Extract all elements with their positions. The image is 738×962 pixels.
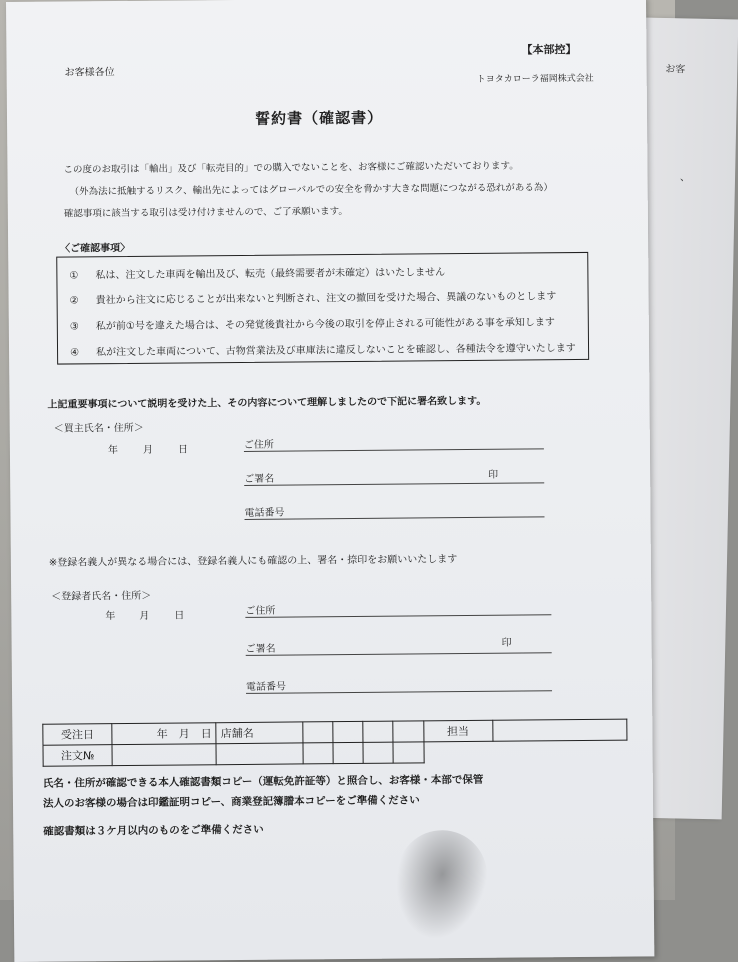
confirm-item — [69, 260, 445, 282]
buyer-year: 年 — [107, 445, 118, 457]
confirm-item-text: 貴社から注文に応じることが出来ないと判断され、注文の撤回を受けた場合、異議のないものとします — [95, 291, 557, 307]
registrant-label: ＜登録者氏名・住所＞ — [51, 590, 152, 603]
page-title: 誓約書（確認書） — [254, 108, 384, 128]
order-no-field[interactable] — [112, 744, 216, 766]
confirm-item-number: ④ — [70, 347, 80, 359]
pledge-document — [6, 0, 654, 962]
store-cell[interactable] — [333, 721, 363, 742]
order-no-cell[interactable] — [303, 743, 333, 764]
empty-cell — [493, 740, 627, 762]
declaration: 上記重要事項について説明を受けた上、その内容について理解しましたので下記に署名致します。 — [47, 395, 487, 411]
store-cell[interactable] — [393, 721, 423, 742]
confirm-item-text: 私が前①号を違えた場合は、その発覚後貴社から今後の取引を停止される可能性がある事を承知します — [95, 317, 555, 333]
registrant-address-label: ご住所 — [245, 605, 276, 617]
registrant-signature-line[interactable] — [246, 652, 552, 656]
buyer-signature-label: ご署名 — [244, 473, 275, 485]
order-date-label: 受注日 — [43, 724, 112, 746]
store-cell[interactable] — [363, 721, 393, 742]
confirm-item-number: ③ — [69, 321, 79, 333]
registrant-phone-label: 電話番号 — [245, 681, 287, 693]
order-no-cell[interactable] — [333, 742, 363, 763]
confirm-item — [70, 284, 557, 307]
second-sheet-mark: 、 — [679, 172, 691, 184]
buyer-month: 月 — [142, 444, 153, 456]
registrant-phone-line[interactable] — [246, 690, 552, 694]
order-date-field[interactable]: 年 月 日 — [112, 723, 216, 745]
confirm-item-text: 私は、注文した車両を輸出及び、転売（最終需要者が未確定）はいたしません — [95, 267, 446, 282]
office-use-table — [42, 719, 627, 767]
order-no-cell[interactable] — [393, 742, 423, 763]
table-row — [43, 740, 627, 766]
registrant-year: 年 — [105, 611, 116, 623]
order-no-cell[interactable] — [216, 743, 303, 765]
staff-field[interactable] — [492, 719, 626, 741]
company-name: トヨタカローラ福岡株式会社 — [476, 73, 594, 85]
footer-note-3: 確認書類は３ケ月以内のものをご準備ください — [43, 823, 264, 838]
second-sheet-text: お客 — [665, 64, 686, 76]
store-name-label: 店舗名 — [216, 722, 303, 744]
buyer-seal-mark: 印 — [488, 469, 499, 481]
footer-note-2: 法人のお客様の場合は印鑑証明コピー、商業登記簿謄本コピーをご準備ください — [42, 794, 420, 810]
intro-line-1: この度のお取引は「輸出」及び「転売目的」での購入でないことを、お客様にご確認いただいております。 — [63, 160, 519, 176]
confirm-item — [70, 336, 576, 359]
buyer-phone-label: 電話番号 — [244, 507, 285, 519]
empty-cell — [424, 741, 493, 763]
registrant-month: 月 — [139, 610, 150, 622]
confirm-item-number: ① — [69, 270, 79, 282]
order-no-label: 注文№ — [43, 745, 112, 767]
registrant-note: ※登録名義人が異なる場合には、登録名義人にも確認の上、署名・捺印をお願いいたします — [48, 554, 458, 569]
stamp-label: 【本部控】 — [521, 43, 577, 57]
confirm-items-box — [56, 252, 589, 365]
recipient: お客様各位 — [64, 67, 115, 79]
registrant-signature-label: ご署名 — [245, 643, 276, 655]
registrant-address-line[interactable] — [245, 614, 551, 618]
intro-line-2: （外為法に抵触するリスク、輸出先によってはグローバルでの安全を脅かす大きな問題につながる恐れがある為） — [69, 182, 553, 198]
registrant-day: 日 — [174, 610, 185, 622]
confirm-heading: 〈ご確認事項〉 — [60, 242, 131, 255]
buyer-address-line[interactable] — [244, 448, 544, 452]
buyer-signature-line[interactable] — [244, 482, 544, 486]
buyer-label: ＜買主氏名・住所＞ — [53, 422, 144, 435]
intro-line-3: 確認事項に該当する取引は受け付けませんので、ご了承願います。 — [63, 206, 348, 220]
confirm-item-text: 私が注文した車両について、古物営業法及び車庫法に違反しないことを確認し、各種法令を遵守いたします — [96, 343, 576, 359]
buyer-day: 日 — [177, 444, 188, 456]
store-cell[interactable] — [303, 722, 333, 743]
buyer-address-label: ご住所 — [243, 439, 274, 451]
buyer-phone-line[interactable] — [245, 516, 545, 520]
footer-note-1: 氏名・住所が確認できる本人確認書類コピー（運転免許証等）と照合し、お客様・本部で保管 — [42, 773, 484, 790]
registrant-seal-mark: 印 — [501, 637, 512, 649]
confirm-item-number: ② — [69, 295, 79, 307]
staff-label: 担当 — [423, 720, 492, 742]
order-no-cell[interactable] — [363, 742, 393, 763]
confirm-item — [70, 310, 555, 333]
